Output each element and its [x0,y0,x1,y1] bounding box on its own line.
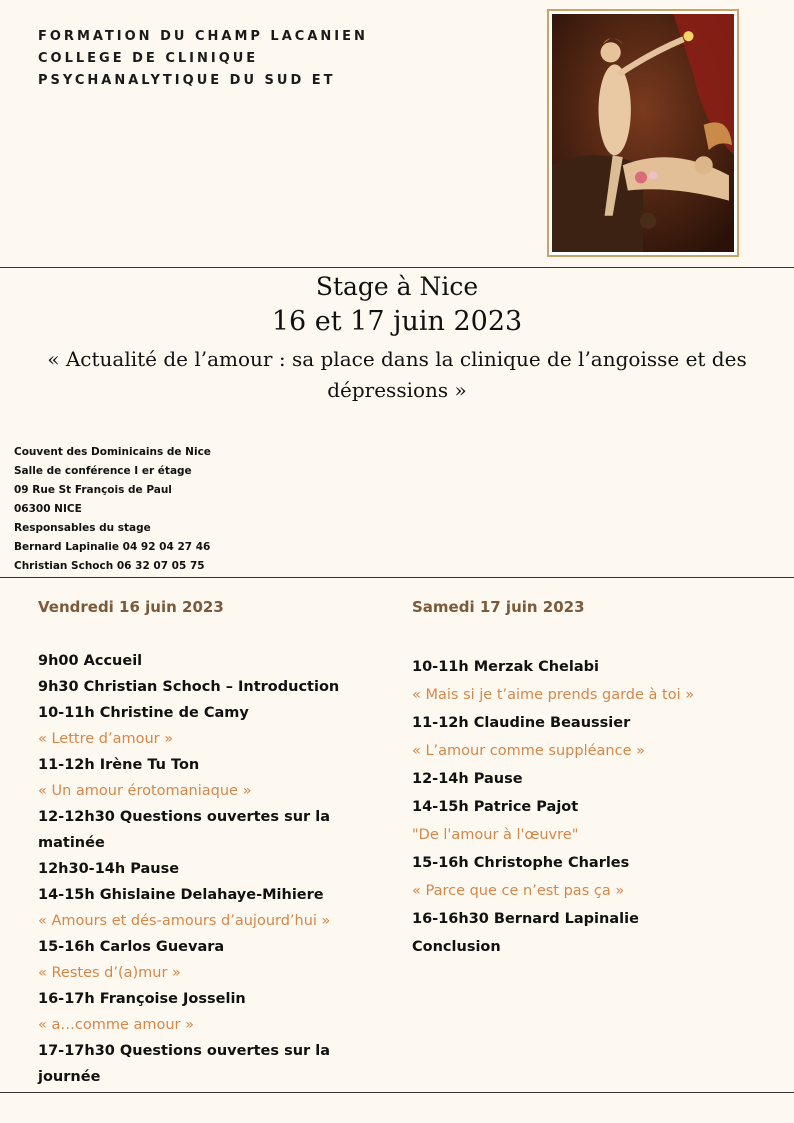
saturday-schedule-list [412,653,772,961]
divider-middle [0,577,794,578]
schedule-slot: 9h30 Christian Schoch – Introduction [38,679,340,695]
schedule-slot: 16-16h30 Bernard Lapinalie [412,911,639,927]
schedule-slot: 10-11h Christine de Camy [38,705,249,721]
event-dates: 16 et 17 juin 2023 [271,306,523,337]
organizer-contact: Bernard Lapinalie 04 92 04 27 46 [14,541,211,553]
divider-bottom [0,1092,794,1093]
painting-artwork [552,14,734,252]
event-theme: « Actualité de l’amour : sa place dans la clinique de l’angoisse et des dépressions » [47,347,747,402]
organization-header [38,26,368,92]
talk-title: « Un amour érotomaniaque » [38,783,252,799]
schedule-slot: 12-12h30 Questions ouvertes sur la matinée [38,809,330,851]
schedule-slot: 17-17h30 Questions ouvertes sur la journée [38,1043,330,1085]
org-line-1: FORMATION DU CHAMP LACANIEN [38,29,368,44]
event-title: Stage à Nice [315,272,479,301]
friday-program [38,596,378,1090]
saturday-program [412,596,772,961]
org-line-3: PSYCHANALYTIQUE DU SUD ET [38,73,336,88]
schedule-slot: Conclusion [412,939,501,955]
painting-illustration [547,9,739,257]
organizer-contact: Christian Schoch 06 32 07 05 75 [14,560,205,572]
talk-title: « Restes d’(a)mur » [38,965,181,981]
talk-title: « Amours et dés-amours d’aujourd’hui » [38,913,331,929]
address-line: 09 Rue St François de Paul [14,484,172,496]
friday-schedule-list [38,648,378,1090]
schedule-slot: 12h30-14h Pause [38,861,180,877]
schedule-slot: 15-16h Carlos Guevara [38,939,225,955]
saturday-heading: Samedi 17 juin 2023 [412,598,585,616]
schedule-slot: 14-15h Ghislaine Delahaye-Mihiere [38,887,324,903]
schedule-slot: 11-12h Irène Tu Ton [38,757,200,773]
address-line: Salle de conférence I er étage [14,465,192,477]
schedule-slot: 15-16h Christophe Charles [412,855,630,871]
schedule-slot: 12-14h Pause [412,771,523,787]
address-line: Couvent des Dominicains de Nice [14,446,211,458]
event-title-block [0,268,794,406]
organizers-label: Responsables du stage [14,522,151,534]
schedule-slot: 16-17h Françoise Josselin [38,991,246,1007]
schedule-slot: 9h00 Accueil [38,653,143,669]
address-line: 06300 NICE [14,503,82,515]
talk-title: « Mais si je t’aime prends garde à toi » [412,687,695,703]
schedule-slot: 11-12h Claudine Beaussier [412,715,631,731]
talk-title: « a…comme amour » [38,1017,195,1033]
org-line-2: COLLEGE DE CLINIQUE [38,51,259,66]
talk-title: « Lettre d’amour » [38,731,174,747]
talk-title: « Parce que ce n’est pas ça » [412,883,625,899]
venue-address [14,443,211,576]
schedule-slot: 10-11h Merzak Chelabi [412,659,599,675]
talk-title: "De l'amour à l'œuvre" [412,827,579,843]
talk-title: « L’amour comme suppléance » [412,743,645,759]
schedule-slot: 14-15h Patrice Pajot [412,799,579,815]
friday-heading: Vendredi 16 juin 2023 [38,598,224,616]
